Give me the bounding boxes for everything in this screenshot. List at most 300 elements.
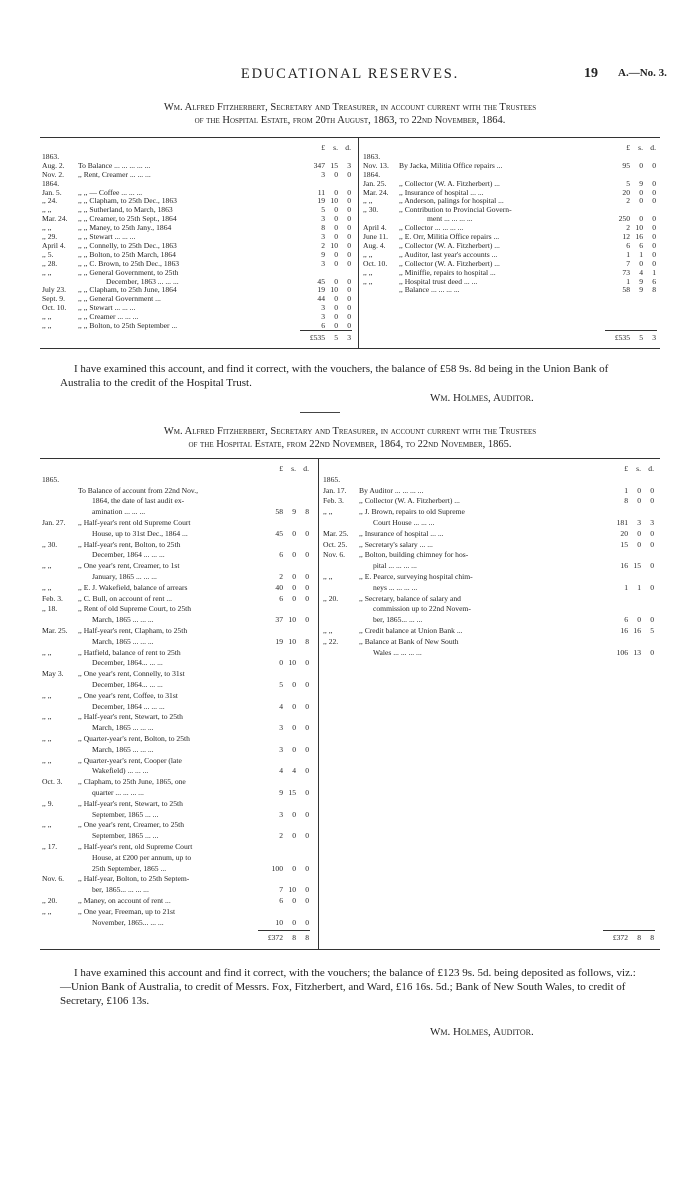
entry-description: March, 1865 ... ... ... [92, 615, 154, 625]
account1-audit-note: I have examined this account, and find it correct, with the vouchers, the balance of £58 9s. 8d being in the Union Bank of Australia to the credit of the Hospital Trust. [60, 363, 609, 389]
currency-unit: d. [648, 464, 654, 473]
pence: 0 [650, 561, 654, 571]
pounds: 1 [626, 276, 630, 286]
entry-date: ,, ,, [42, 582, 52, 592]
entry-description: December, 1864... ... ... [92, 680, 163, 689]
pounds: 7 [279, 885, 283, 895]
pence: 0 [347, 169, 351, 179]
total-pounds: £372 [612, 933, 628, 942]
pence: 0 [652, 196, 656, 206]
pence: 0 [347, 276, 351, 286]
entry-date: ,, ,, [42, 906, 52, 916]
entry-description: ,, E. J. Wakefield, balance of arrears [78, 582, 188, 592]
entry-description: ,, Collector ... ... ... ... [399, 223, 464, 233]
pounds: 45 [275, 528, 283, 538]
pence: 0 [347, 285, 351, 295]
shillings: 1 [639, 249, 643, 259]
entry-date: ,, 24. [42, 196, 58, 206]
shillings: 0 [637, 539, 641, 549]
shillings: 9 [639, 178, 643, 188]
entry-description: commission up to 22nd Novem- [373, 604, 471, 614]
total-pounds: £535 [614, 333, 630, 342]
entry-date: ,, ,, [42, 712, 52, 722]
entry-date: Nov. 2. [42, 169, 65, 179]
currency-unit: £ [624, 464, 628, 473]
pounds: 2 [626, 196, 630, 206]
pence: 0 [347, 240, 351, 250]
pounds: 6 [279, 550, 283, 560]
account2-credit-side [321, 459, 660, 949]
shillings: 0 [334, 169, 338, 179]
entry-date: ,, ,, [42, 690, 52, 700]
pounds: 16 [620, 561, 628, 571]
shillings: 0 [334, 258, 338, 268]
pounds: 8 [624, 496, 628, 506]
entry-description: ,, ,, Stewart ... ... ... [78, 303, 136, 313]
entry-description: ,, Secretary's salary ... ... [359, 539, 433, 549]
pounds: 95 [622, 160, 630, 170]
account2-debit-side [40, 459, 316, 949]
pounds: 44 [317, 294, 325, 304]
shillings: 10 [330, 240, 338, 250]
pounds: 250 [618, 214, 630, 224]
entry-description: ,, J. Brown, repairs to old Supreme [359, 507, 465, 517]
shillings: 10 [288, 615, 296, 625]
pounds: 16 [620, 626, 628, 635]
pounds: 347 [313, 160, 325, 170]
currency-unit: d. [650, 143, 656, 152]
entry-description: ,, Credit balance at Union Bank ... [359, 626, 463, 635]
entry-date: Sept. 9. [42, 294, 65, 304]
pounds: 3 [279, 744, 283, 754]
pounds: 9 [279, 788, 283, 797]
total-rule [258, 930, 310, 931]
pounds: 3 [279, 723, 283, 733]
pence: 3 [347, 160, 351, 170]
shillings: 0 [292, 572, 296, 581]
entry-description: ,, Half-year's rent, Stewart, to 25th [78, 798, 183, 808]
entry-date: ,, 20. [42, 896, 58, 905]
entry-date: 1864. [42, 178, 60, 188]
shillings: 10 [288, 636, 296, 646]
pence: 0 [347, 232, 351, 241]
entry-description: ,, Maney, on account of rent ... [78, 896, 171, 905]
pounds: 15 [620, 539, 628, 549]
shillings: 4 [292, 766, 296, 776]
entry-date: July 23. [42, 285, 67, 295]
account1-title-line1: Wm. Alfred Fitzherbert, Secretary and Treasurer, in account current with the Trustees [163, 102, 537, 113]
entry-description: ,, ,, Sutherland, to March, 1863 [78, 205, 173, 215]
entry-description: ,, Contribution to Provincial Govern- [399, 205, 512, 215]
pence: 0 [650, 539, 654, 549]
pence: 0 [652, 249, 656, 259]
entry-date: Mar. 25. [323, 528, 349, 538]
pence: 0 [305, 550, 309, 560]
entry-description: ,, Insurance of hospital ... ... [399, 187, 484, 197]
pounds: 3 [321, 312, 325, 322]
entry-description: ,, One year's rent, Creamer, to 1st [78, 561, 180, 571]
entry-date: May 3. [42, 669, 64, 679]
pounds: 3 [279, 809, 283, 819]
entry-description: House, up to 31st Dec., 1864 ... [92, 528, 188, 538]
pounds: 37 [275, 615, 283, 625]
entry-date: ,, ,, [42, 267, 52, 277]
entry-description: ,, ,, Creamer ... ... ... [78, 312, 139, 322]
shillings: 15 [288, 788, 296, 797]
pence: 8 [652, 285, 656, 295]
page-number: 19 [584, 66, 598, 81]
pence: 8 [305, 507, 309, 517]
total-shillings: 8 [637, 933, 641, 942]
pounds: 9 [321, 249, 325, 259]
entry-date: Oct. 3. [42, 777, 63, 787]
entry-description: ,, Collector (W. A. Fitzherbert) ... [399, 240, 500, 250]
pounds: 12 [622, 232, 630, 241]
entry-description: Wakefield) ... ... ... [92, 766, 149, 776]
pence: 0 [347, 205, 351, 215]
entry-description: March, 1865 ... ... ... [92, 636, 154, 646]
entry-description: pital ... ... ... ... [373, 561, 417, 571]
pounds: 1 [626, 249, 630, 259]
entry-description: ,, Auditor, last year's accounts ... [399, 249, 498, 259]
pence: 0 [305, 723, 309, 733]
shillings: 0 [639, 258, 643, 268]
shillings: 0 [334, 276, 338, 286]
pounds: 3 [321, 303, 325, 313]
entry-description: ,, Miniffie, repairs to hospital ... [399, 267, 496, 277]
pounds: 5 [321, 205, 325, 215]
shillings: 0 [292, 723, 296, 733]
entry-date: ,, ,, [323, 626, 333, 635]
total-pounds: £372 [267, 933, 283, 942]
entry-description: By Auditor ... ... ... ... [359, 485, 424, 495]
pounds: 11 [317, 187, 325, 197]
entry-date: ,, ,, [323, 507, 333, 517]
pounds: 19 [317, 285, 325, 295]
total-pence: 3 [347, 333, 351, 342]
entry-description: ment ... ... ... ... [427, 214, 473, 224]
entry-description: ,, Collector (W. A. Fitzherbert) ... [359, 496, 460, 506]
shillings: 0 [292, 701, 296, 711]
shillings: 10 [288, 658, 296, 668]
shillings: 0 [292, 831, 296, 841]
entry-date: ,, 5. [42, 249, 54, 259]
shillings: 16 [635, 232, 643, 241]
pounds: 6 [624, 615, 628, 625]
shillings: 0 [334, 312, 338, 322]
entry-description: ,, ,, Bolton, to 25th March, 1864 [78, 249, 176, 259]
pounds: 20 [620, 528, 628, 538]
entry-description: September, 1865 ... ... [92, 831, 159, 841]
entry-date: ,, 17. [42, 842, 58, 851]
shillings: 0 [334, 321, 338, 330]
account1-title [40, 101, 660, 127]
shillings: 0 [639, 214, 643, 224]
shillings: 0 [639, 196, 643, 206]
entry-date: Oct. 10. [42, 303, 67, 313]
pounds: 6 [321, 321, 325, 330]
entry-description: ,, One year, Freeman, up to 21st [78, 906, 176, 916]
pence: 0 [347, 294, 351, 304]
entry-date: ,, ,, [363, 196, 373, 206]
entry-description: 25th September, 1865 ... [92, 863, 167, 873]
pounds: 6 [626, 240, 630, 250]
pounds: 40 [275, 582, 283, 592]
pence: 8 [305, 636, 309, 646]
pounds: 73 [622, 267, 630, 277]
pence: 0 [650, 485, 654, 495]
entry-date: Jan. 5. [42, 187, 62, 197]
pence: 0 [652, 187, 656, 197]
shillings: 4 [639, 267, 643, 277]
entry-description: ,, Half-year's rent, Bolton, to 25th [78, 539, 181, 549]
pence: 0 [650, 582, 654, 592]
pounds: 1 [624, 582, 628, 592]
shillings: 10 [330, 196, 338, 206]
total-pence: 8 [305, 933, 309, 942]
currency-unit: £ [279, 464, 283, 473]
pence: 0 [305, 766, 309, 776]
pence: 0 [347, 303, 351, 313]
pounds: 3 [321, 214, 325, 224]
entry-description: ,, Insurance of hospital ... ... [359, 528, 444, 538]
entry-date: ,, 28. [42, 258, 58, 268]
shillings: 15 [633, 561, 641, 571]
currency-unit: s. [638, 143, 643, 152]
entry-date: ,, ,, [42, 205, 52, 215]
pence: 0 [652, 223, 656, 233]
entry-description: ,, Half-year's rent, old Supreme Court [78, 842, 193, 851]
entry-date: 1864. [363, 169, 381, 179]
entry-date: ,, ,, [42, 734, 52, 743]
entry-description: ,, ,, C. Brown, to 25th Dec., 1863 [78, 258, 180, 268]
shillings: 0 [639, 160, 643, 170]
pence: 0 [305, 788, 309, 797]
entry-description: ,, ,, Connelly, to 25th Dec., 1863 [78, 240, 177, 250]
pence: 0 [347, 249, 351, 259]
total-rule [300, 330, 352, 331]
shillings: 0 [637, 485, 641, 495]
entry-description: ,, Hospital trust deed ... ... [399, 276, 478, 286]
entry-description: 1864, the date of last audit ex- [92, 496, 185, 506]
pounds: 7 [626, 258, 630, 268]
entry-description: Wales ... ... ... ... [373, 647, 422, 657]
entry-description: ,, ,, Bolton, to 25th September ... [78, 321, 178, 330]
shillings: 9 [292, 507, 296, 517]
pounds: 4 [279, 701, 283, 711]
entry-description: ,, ,, General Government, to 25th [78, 267, 179, 277]
entry-date: ,, 30. [42, 539, 58, 549]
shillings: 0 [334, 187, 338, 197]
entry-date: Feb. 3. [42, 593, 63, 603]
entry-date: Nov. 6. [42, 874, 65, 884]
entry-description: September, 1865 ... ... [92, 809, 159, 819]
entry-description: ,, E. Orr, Militia Office repairs ... [399, 232, 500, 241]
entry-description: December, 1864... ... ... [92, 658, 163, 668]
entry-description: ,, ,, Maney, to 25th Jany., 1864 [78, 223, 172, 233]
entry-date: Oct. 10. [363, 258, 388, 268]
pence: 0 [305, 885, 309, 895]
document-reference: A.—No. 3. [618, 67, 667, 79]
account2-title [40, 425, 660, 451]
entry-date: Feb. 3. [323, 496, 344, 506]
entry-date: Jan. 27. [42, 518, 66, 527]
shillings: 0 [334, 205, 338, 215]
entry-date: 1863. [363, 151, 381, 161]
pounds: 4 [279, 766, 283, 776]
entry-date: April 4. [363, 223, 387, 233]
pence: 0 [347, 321, 351, 330]
entry-date: Aug. 4. [363, 240, 386, 250]
entry-description: January, 1865 ... ... ... [92, 572, 157, 581]
entry-description: amination ... ... ... [92, 507, 146, 517]
entry-date: ,, 18. [42, 604, 58, 614]
pence: 0 [652, 160, 656, 170]
entry-date: ,, 22. [323, 636, 339, 646]
currency-unit: s. [291, 464, 296, 473]
entry-description: ,, ,, — Coffee ... ... ... [78, 187, 143, 197]
pence: 0 [652, 232, 656, 241]
shillings: 0 [292, 809, 296, 819]
pounds: 2 [279, 572, 283, 581]
ledger-divider [318, 459, 319, 949]
entry-date: 1863. [42, 151, 60, 161]
pence: 0 [305, 701, 309, 711]
pounds: 2 [321, 240, 325, 250]
entry-description: ,, Collector (W. A. Fitzherbert) ... [399, 178, 500, 188]
pounds: 1 [624, 485, 628, 495]
pounds: 6 [279, 896, 283, 905]
pounds: 2 [279, 831, 283, 841]
entry-description: ,, Quarter-year's rent, Cooper (late [78, 755, 182, 765]
pounds: 5 [279, 680, 283, 689]
shillings: 10 [330, 285, 338, 295]
shillings: 0 [292, 744, 296, 754]
currency-unit: s. [333, 143, 338, 152]
entry-description: December, 1864 ... ... ... [92, 701, 165, 711]
account1-auditor-signature: Wm. Holmes, Auditor. [430, 392, 534, 404]
entry-date: ,, ,, [42, 223, 52, 233]
currency-unit: d. [345, 143, 351, 152]
entry-description: ,, Half-year, Bolton, to 25th Septem- [78, 874, 190, 884]
pounds: 45 [317, 276, 325, 286]
entry-description: Court House ... ... ... [373, 518, 435, 527]
entry-description: March, 1865 ... ... ... [92, 723, 154, 733]
pence: 0 [650, 647, 654, 657]
entry-description: To Balance of account from 22nd Nov., [78, 485, 199, 495]
shillings: 0 [637, 496, 641, 506]
shillings: 0 [292, 582, 296, 592]
section-separator [300, 412, 340, 413]
total-pence: 8 [650, 933, 654, 942]
account2-auditor-signature: Wm. Holmes, Auditor. [430, 1026, 534, 1038]
pence: 0 [305, 572, 309, 581]
shillings: 0 [639, 187, 643, 197]
entry-description: ber, 1865... ... ... ... [92, 885, 149, 895]
pounds: 3 [321, 232, 325, 241]
entry-description: neys ... ... ... ... [373, 582, 418, 592]
entry-description: ,, Bolton, building chimney for hos- [359, 550, 469, 560]
entry-description: ,, One year's rent, Creamer, to 25th [78, 820, 185, 830]
entry-date: Aug. 2. [42, 160, 65, 170]
entry-description: ,, Half-year's rent, Clapham, to 25th [78, 626, 188, 635]
pence: 0 [652, 178, 656, 188]
entry-date: Mar. 24. [363, 187, 389, 197]
account2-title-line2: of the Hospital Estate, from 22nd November, 1864, to 22nd November, 1865. [188, 439, 512, 450]
shillings: 0 [292, 593, 296, 603]
pence: 6 [652, 276, 656, 286]
total-shillings: 5 [334, 333, 338, 342]
entry-date: ,, 29. [42, 232, 58, 241]
pence: 0 [305, 615, 309, 625]
entry-date: ,, ,, [42, 312, 52, 322]
shillings: 0 [334, 223, 338, 233]
entry-description: ,, Anderson, palings for hospital ... [399, 196, 504, 206]
pence: 0 [305, 582, 309, 592]
entry-date: Nov. 13. [363, 160, 389, 170]
pence: 0 [652, 258, 656, 268]
shillings: 0 [637, 615, 641, 625]
shillings: 0 [334, 232, 338, 241]
shillings: 3 [637, 518, 641, 527]
entry-description: ,, Balance ... ... ... ... [399, 285, 460, 295]
ledger-divider [358, 138, 359, 348]
entry-description: quarter ... ... ... ... [92, 788, 144, 797]
entry-date: Jan. 17. [323, 485, 347, 495]
pence: 0 [305, 917, 309, 927]
entry-description: ,, C. Bull, on account of rent ... [78, 593, 173, 603]
shillings: 0 [292, 550, 296, 560]
entry-description: ,, Half-year's rent, Stewart, to 25th [78, 712, 183, 722]
entry-date: June 11. [363, 232, 389, 241]
account1-title-line2: of the Hospital Estate, from 20th August, 1863, to 22nd November, 1864. [194, 115, 506, 126]
pence: 0 [305, 744, 309, 754]
shillings: 0 [292, 680, 296, 689]
entry-description: ,, One year's rent, Connelly, to 31st [78, 669, 185, 679]
page-header [0, 66, 700, 86]
pounds: 106 [616, 647, 628, 657]
entry-date: ,, 20. [323, 593, 339, 603]
pounds: 0 [279, 658, 283, 668]
entry-description: November, 1865... ... ... [92, 917, 164, 927]
pence: 0 [305, 831, 309, 841]
pounds: 58 [622, 285, 630, 295]
pence: 0 [652, 240, 656, 250]
pence: 0 [305, 528, 309, 538]
entry-description: To Balance ... ... ... ... ... [78, 160, 151, 170]
entry-description: House, at £200 per annum, up to [92, 852, 192, 862]
shillings: 0 [334, 294, 338, 304]
entry-date: ,, ,, [363, 249, 373, 259]
entry-description: ,, Balance at Bank of New South [359, 636, 459, 646]
shillings: 10 [288, 885, 296, 895]
entry-date: ,, ,, [42, 561, 52, 571]
pounds: 2 [626, 223, 630, 233]
entry-date: ,, ,, [42, 820, 52, 830]
entry-date: ,, 30. [363, 205, 379, 215]
shillings: 0 [334, 303, 338, 313]
total-shillings: 8 [292, 933, 296, 942]
pence: 0 [347, 312, 351, 322]
entry-description: ,, Collector (W. A. Fitzherbert) ... [399, 258, 500, 268]
entry-date: ,, ,, [363, 276, 373, 286]
account1-ledger [40, 137, 660, 349]
pence: 0 [650, 528, 654, 538]
shillings: 0 [334, 214, 338, 224]
total-pounds: £535 [309, 333, 325, 342]
entry-date: April 4. [42, 240, 66, 250]
total-pence: 3 [652, 333, 656, 342]
